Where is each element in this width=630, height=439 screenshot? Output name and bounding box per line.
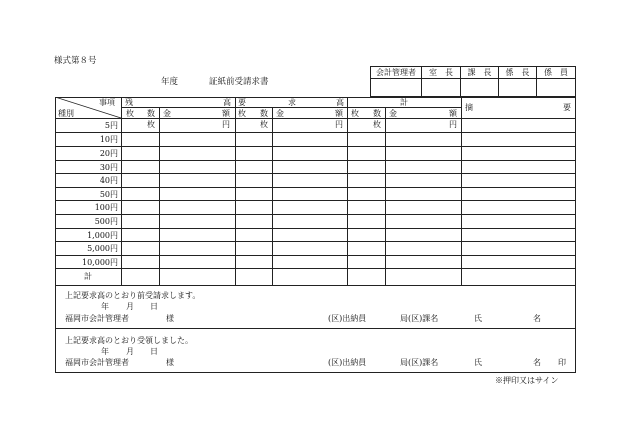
- footnote: ※押印又はサイン: [495, 376, 559, 385]
- approval-label: 係 長: [505, 68, 530, 77]
- remarks-right: 要: [563, 103, 571, 112]
- request-month: 月: [126, 302, 134, 311]
- receipt-day: 日: [150, 347, 158, 356]
- amount-label: 金: [389, 109, 397, 118]
- group-yokyu-left: 要: [238, 98, 246, 107]
- receipt-month: 月: [126, 347, 134, 356]
- request-name-left: 氏: [474, 314, 482, 323]
- count-label: 枚: [351, 109, 359, 118]
- group-yokyu-mid: 求: [288, 98, 296, 107]
- request-dept: 局(区)課名: [400, 314, 439, 323]
- diag-bottom-label: 種別: [58, 109, 74, 118]
- approval-label: 会計管理者: [376, 68, 416, 77]
- group-total: 計: [400, 98, 408, 107]
- request-addressee: 福岡市会計管理者: [65, 314, 129, 323]
- row-label: 1,000円: [87, 231, 118, 240]
- row-label: 100円: [94, 203, 118, 212]
- group-yokyu-right: 高: [336, 98, 344, 107]
- row-label: 40円: [99, 176, 118, 185]
- row-label: 5,000円: [87, 244, 118, 253]
- approval-label: 室 長: [429, 68, 453, 77]
- receipt-year: 年: [101, 347, 109, 356]
- seal-label: 印: [558, 358, 566, 367]
- row-label: 30円: [99, 163, 118, 172]
- unit-yen: 円: [449, 120, 457, 129]
- amount-label: 額: [449, 109, 457, 118]
- unit-count: 枚: [147, 120, 155, 129]
- amount-label: 額: [222, 109, 230, 118]
- request-year: 年: [101, 302, 109, 311]
- approval-label: 課 長: [467, 68, 492, 77]
- request-day: 日: [150, 302, 158, 311]
- row-label: 500円: [94, 217, 118, 226]
- receipt-office: (区)出納員: [328, 358, 367, 367]
- row-label: 5円: [104, 121, 118, 130]
- request-name-right: 名: [533, 314, 541, 323]
- request-statement: 上記要求高のとおり前受請求します。: [65, 291, 201, 300]
- receipt-statement: 上記要求高のとおり受領しました。: [65, 336, 193, 345]
- receipt-honorific: 様: [166, 358, 174, 367]
- row-label: 10,000円: [82, 258, 118, 267]
- row-label: 20円: [99, 149, 118, 158]
- amount-label: 金: [163, 109, 171, 118]
- unit-yen: 円: [335, 120, 343, 129]
- count-label: 数: [260, 109, 268, 118]
- count-label: 数: [147, 109, 155, 118]
- remarks-left: 摘: [465, 103, 473, 112]
- row-label: 10円: [99, 135, 118, 144]
- document-title: 証紙前受請求書: [209, 77, 269, 87]
- count-label: 枚: [238, 109, 246, 118]
- receipt-addressee: 福岡市会計管理者: [65, 358, 129, 367]
- receipt-dept: 局(区)課名: [400, 358, 439, 367]
- form-number: 様式第８号: [54, 56, 97, 66]
- request-honorific: 様: [166, 314, 174, 323]
- count-label: 数: [373, 109, 381, 118]
- unit-yen: 円: [222, 120, 230, 129]
- diag-top-label: 事項: [99, 98, 115, 107]
- amount-label: 金: [276, 109, 284, 118]
- row-label-total: 計: [84, 272, 92, 281]
- group-zan-right: 高: [223, 98, 231, 107]
- receipt-name-left: 氏: [474, 358, 482, 367]
- row-label: 50円: [99, 190, 118, 199]
- approval-label: 係 員: [544, 68, 568, 77]
- year-label: 年度: [161, 77, 179, 87]
- unit-count: 枚: [373, 120, 381, 129]
- count-label: 枚: [126, 109, 134, 118]
- unit-count: 枚: [260, 120, 268, 129]
- group-zan: 残: [125, 98, 133, 107]
- amount-label: 額: [335, 109, 343, 118]
- receipt-name-right: 名: [533, 358, 541, 367]
- request-office: (区)出納員: [328, 314, 367, 323]
